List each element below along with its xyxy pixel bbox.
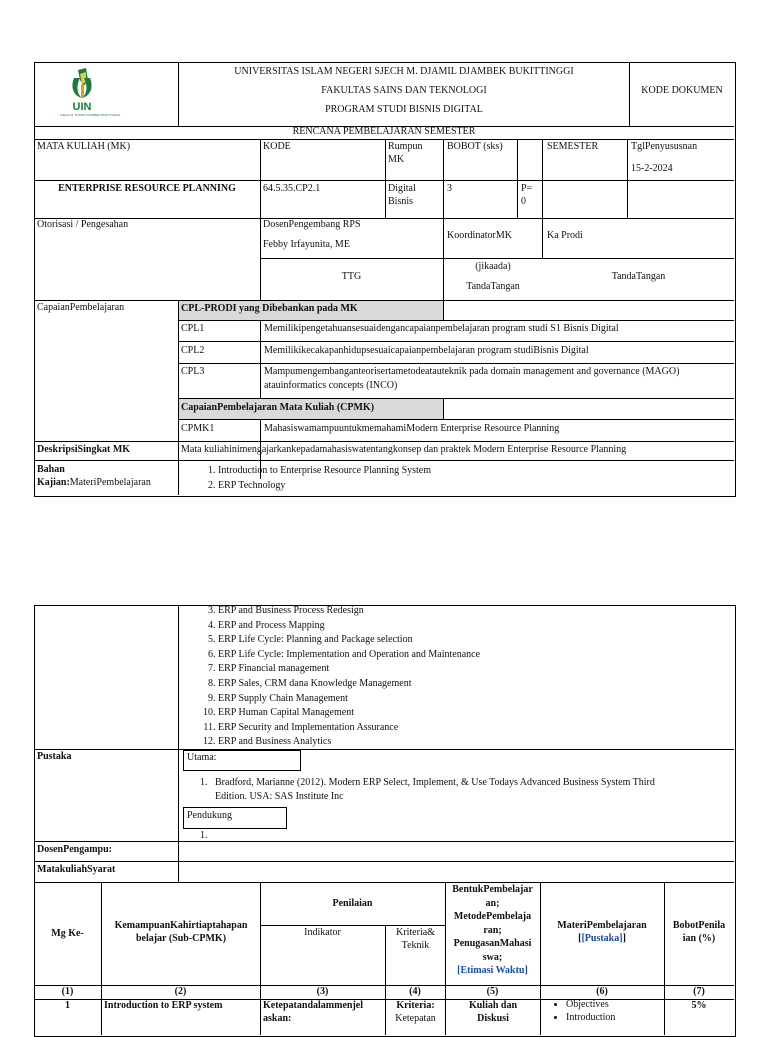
ttd-kaprodi: TandaTangan	[611, 271, 666, 282]
list-item: 10. ERP Human Capital Management	[218, 706, 480, 721]
list-item: 12. ERP and Business Analytics	[218, 735, 480, 750]
rumpun-value: Digital Bisnis	[388, 183, 416, 207]
ttg-label: TTG	[341, 271, 362, 282]
bentuk-header: BentukPembelajar an; MetodePembelaja ran; PenugasanMahasi swa; [Etimasi Waktu]	[452, 884, 533, 976]
rps-title: RENCANA PEMBELAJARAN SEMESTER	[292, 126, 476, 137]
mg-header: Mg Ke-	[51, 928, 84, 939]
cpl3-text-2: atauinformatics concepts (INCO)	[264, 380, 398, 391]
utama-item-number: 1.	[200, 777, 208, 788]
row1-indikator: Ketepatandalammenjel askan:	[263, 1000, 363, 1024]
p-value: P= 0	[521, 183, 533, 207]
pendukung-item-number: 1.	[200, 830, 208, 841]
row1-kriteria	[386, 1000, 445, 1025]
university-name: UNIVERSITAS ISLAM NEGERI SJECH M. DJAMIL DJAMBEK BUKITTINGGI	[234, 66, 574, 77]
pustaka-label: Pustaka	[37, 751, 72, 762]
logo-subtext: SJECH M. DJAMIL DJAMBEK BUKITTINGGI	[60, 113, 121, 117]
kode-value: 64.5.35.CP2.1	[263, 183, 321, 194]
col-num-5: (5)	[486, 986, 499, 997]
doc-code-label: KODE DOKUMEN	[641, 85, 723, 96]
list-item: • Objectives	[566, 998, 615, 1011]
kaprodi-label: Ka Prodi	[547, 230, 583, 241]
cpmk1-text: MahasiswamampuuntukmemahamiModern Enterprise Resource Planning	[264, 423, 560, 434]
pendukung-label: Pendukung	[187, 810, 232, 821]
col-num-1: (1)	[61, 986, 74, 997]
list-item: 6. ERP Life Cycle: Implementation and Operation and Maintenance	[218, 648, 480, 663]
row1-materi	[546, 998, 615, 1024]
dosen-pengembang-label: DosenPengembang RPS	[263, 219, 361, 230]
list-item: 3. ERP and Business Process Redesign	[218, 604, 480, 619]
program-name: PROGRAM STUDI BISNIS DIGITAL	[325, 104, 483, 115]
utama-item-line2: Edition. USA: SAS Institute Inc	[215, 791, 344, 802]
uin-logo	[60, 66, 132, 122]
list-item: • Introduction	[566, 1011, 615, 1024]
cpl1-text: Memilikipengetahuansesuaidengancapaianpembelajaran program studi S1 Bisnis Digital	[264, 323, 619, 334]
cpmk1-code: CPMK1	[181, 423, 215, 434]
col-num-3: (3)	[316, 986, 329, 997]
cpl2-text: Memilikikecakapanhidupsesuaicapaianpembelajaran program studiBisnis Digital	[264, 345, 589, 356]
list-item: 1. Introduction to Enterprise Resource Planning System	[218, 464, 431, 479]
bobot-value: 3	[447, 183, 452, 194]
cpl3-code: CPL3	[181, 366, 205, 377]
row1-kemampuan: Introduction to ERP system	[104, 1000, 223, 1011]
cpl3-text: Mampumengembanganteorisertametodeatauteknik pada domain management and governance (MAGO)	[264, 366, 680, 377]
bahan-list-page1	[178, 464, 431, 493]
list-item: 4. ERP and Process Mapping	[218, 619, 480, 634]
cpl2-code: CPL2	[181, 345, 205, 356]
col-num-6: (6)	[596, 986, 608, 997]
cp-label: CapaianPembelajaran	[37, 302, 125, 313]
svg-text:UIN: UIN	[72, 101, 92, 113]
list-item: 7. ERP Financial management	[218, 662, 480, 677]
kode-label: KODE	[263, 141, 291, 152]
kriteria-header: Kriteria& Teknik	[396, 927, 435, 951]
col-num-7: (7)	[693, 986, 705, 997]
penilaian-header: Penilaian	[332, 898, 373, 909]
row1-mg: 1	[65, 1000, 70, 1011]
indikator-header: Indikator	[304, 927, 341, 938]
mk-label: MATA KULIAH (MK)	[37, 141, 131, 152]
ttd-koordinator: TandaTangan	[466, 281, 520, 292]
list-item: 2. ERP Technology	[218, 479, 431, 494]
kriteria-value: Ketepatan	[395, 1012, 436, 1024]
mk-value: ENTERPRISE RESOURCE PLANNING	[58, 183, 236, 194]
mk-syarat-label: MatakuliahSyarat	[37, 864, 116, 875]
cpl1-code: CPL1	[181, 323, 205, 334]
rumpun-label: Rumpun MK	[388, 141, 423, 165]
list-item: 11. ERP Security and Implementation Assurance	[218, 721, 480, 736]
jikaada-label: (jikaada)	[475, 261, 511, 272]
row1-bobot: 5%	[691, 1000, 707, 1011]
deskripsi-text: Mata kuliahinimengajarkankepadamahasiswatentangkonsep dan praktek Modern Enterprise Resource Planning	[181, 444, 627, 455]
deskripsi-label: DeskripsiSingkat MK	[37, 444, 131, 455]
col-num-4: (4)	[409, 986, 421, 997]
bahan-list-page2	[178, 604, 480, 750]
list-item: 8. ERP Sales, CRM dana Knowledge Management	[218, 677, 480, 692]
kriteria-label: Kriteria:	[396, 1000, 435, 1011]
list-item: 9. ERP Supply Chain Management	[218, 692, 480, 707]
dosen-pengampu-label: DosenPengampu:	[37, 844, 113, 855]
bahan-label: Bahan Kajian:MateriPembelajaran	[37, 464, 151, 488]
materi-header: MateriPembelajaran [[Pustaka]]	[557, 920, 647, 944]
faculty-name: FAKULTAS SAINS DAN TEKNOLOGI	[321, 85, 487, 96]
utama-item-line1: Bradford, Marianne (2012). Modern ERP Select, Implement, & Use Todays Advanced Business System Third	[215, 777, 655, 788]
tgl-label: TglPenyususnan	[631, 141, 698, 152]
dosen-pengembang-value: Febby Irfayunita, ME	[263, 239, 350, 250]
row1-bentuk: Kuliah dan Diskusi	[468, 1000, 518, 1024]
utama-label: Utama:	[187, 752, 217, 763]
otorisasi-label: Otorisasi / Pengesahan	[37, 219, 129, 230]
list-item: 5. ERP Life Cycle: Planning and Package selection	[218, 633, 480, 648]
cpmk-heading: CapaianPembelajaran Mata Kuliah (CPMK)	[181, 402, 375, 413]
semester-label: SEMESTER	[547, 141, 599, 152]
koordinator-label: KoordinatorMK	[447, 230, 512, 241]
bobot-label: BOBOT (sks)	[447, 141, 503, 152]
cpl-heading: CPL-PRODI yang Dibebankan pada MK	[181, 303, 358, 314]
bobot-header: BobotPenila ian (%)	[672, 920, 726, 944]
tgl-value: 15-2-2024	[631, 163, 673, 174]
kemampuan-header: KemampuanKahirtiaptahapan belajar (Sub-CPMK)	[114, 920, 248, 944]
col-num-2: (2)	[174, 986, 187, 997]
